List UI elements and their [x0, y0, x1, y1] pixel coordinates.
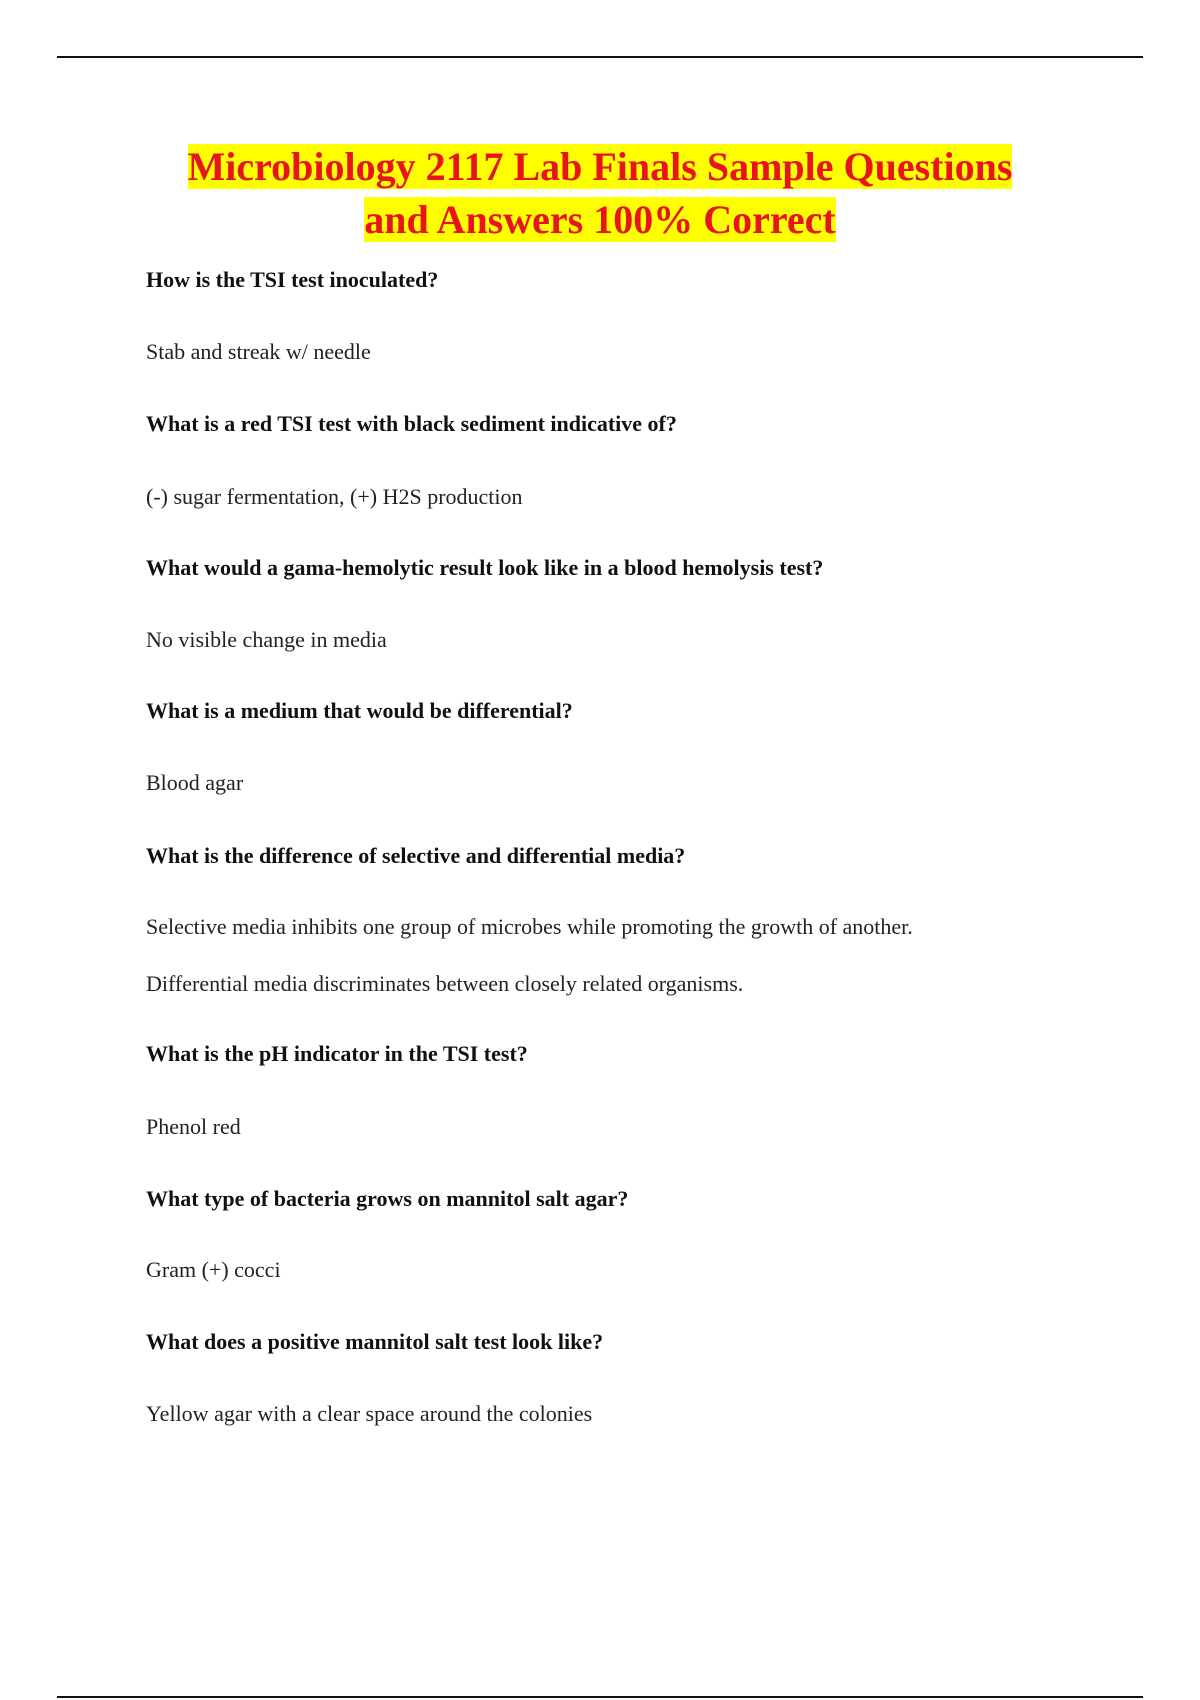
answer-3: No visible change in media	[146, 627, 387, 652]
question-1: How is the TSI test inoculated?	[146, 267, 439, 292]
answer-1: Stab and streak w/ needle	[146, 339, 371, 364]
question-7: What type of bacteria grows on mannitol salt agar?	[146, 1186, 629, 1211]
question-4: What is a medium that would be differential?	[146, 698, 573, 723]
top-rule	[57, 56, 1143, 58]
question-2: What is a red TSI test with black sediment indicative of?	[146, 411, 677, 436]
answer-5: Selective media inhibits one group of microbes while promoting the growth of another.	[146, 914, 913, 939]
answer-8: Yellow agar with a clear space around the colonies	[146, 1401, 593, 1426]
answer-4: Blood agar	[146, 770, 244, 795]
answer-2: (-) sugar fermentation, (+) H2S production	[146, 484, 523, 509]
question-3: What would a gama-hemolytic result look like in a blood hemolysis test?	[146, 555, 824, 580]
answer-5-line-2: Differential media discriminates between closely related organisms.	[146, 971, 744, 996]
answer-6: Phenol red	[146, 1114, 241, 1139]
question-8: What does a positive mannitol salt test look like?	[146, 1329, 604, 1354]
document-title	[100, 140, 1100, 246]
title-line-2: and Answers 100% Correct	[364, 197, 836, 242]
answer-7: Gram (+) cocci	[146, 1257, 281, 1282]
title-line-1: Microbiology 2117 Lab Finals Sample Questions	[187, 144, 1013, 189]
question-6: What is the pH indicator in the TSI test?	[146, 1041, 528, 1066]
bottom-rule	[57, 1696, 1143, 1698]
question-5: What is the difference of selective and differential media?	[146, 843, 686, 868]
